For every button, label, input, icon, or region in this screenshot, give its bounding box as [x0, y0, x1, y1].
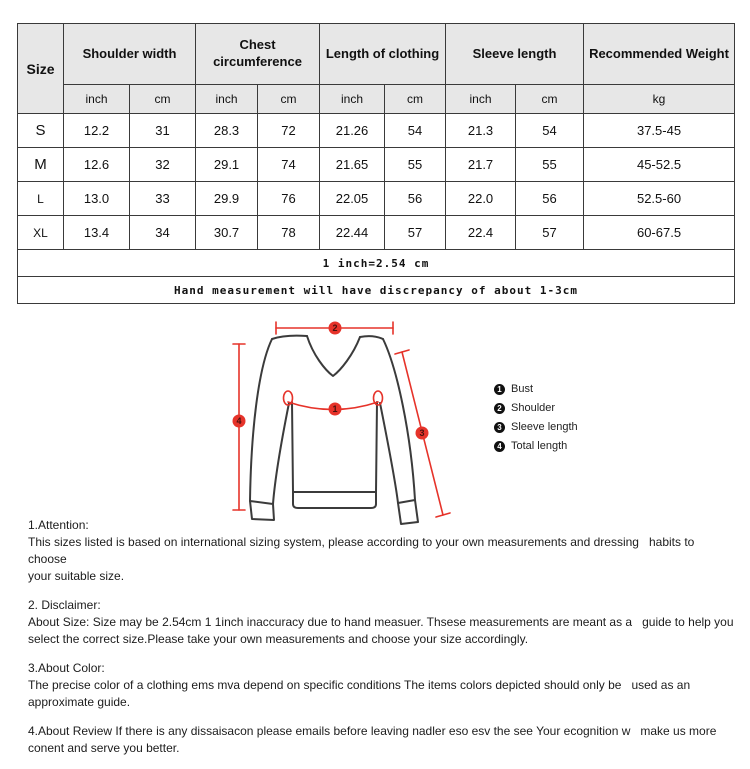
- conversion-note-row: [18, 250, 735, 277]
- size-row-xl: [18, 216, 735, 250]
- value-cell: 29.1: [196, 148, 258, 182]
- header-size: Size: [18, 24, 64, 114]
- unit-header: inch: [446, 85, 516, 114]
- value-cell: 28.3: [196, 114, 258, 148]
- header-length-of-clothing: Length of clothing: [320, 24, 446, 85]
- value-cell: 74: [258, 148, 320, 182]
- measurement-note-row: [18, 277, 735, 304]
- value-cell: 29.9: [196, 182, 258, 216]
- value-cell: 31: [130, 114, 196, 148]
- value-cell: 54: [385, 114, 446, 148]
- value-cell: 54: [516, 114, 584, 148]
- value-cell: 55: [516, 148, 584, 182]
- unit-header: cm: [516, 85, 584, 114]
- header-recommended-weight: Recommended Weight: [584, 24, 735, 85]
- sweater-measurement-diagram: [225, 313, 485, 533]
- header-shoulder-width: Shoulder width: [64, 24, 196, 85]
- size-label: M: [18, 148, 64, 182]
- size-label: L: [18, 182, 64, 216]
- value-cell: 13.4: [64, 216, 130, 250]
- value-cell: 56: [385, 182, 446, 216]
- value-cell: 21.26: [320, 114, 385, 148]
- size-row-l: [18, 182, 735, 216]
- value-cell: 72: [258, 114, 320, 148]
- value-cell: 60-67.5: [584, 216, 735, 250]
- value-cell: 78: [258, 216, 320, 250]
- note-line: 4.About Review If there is any dissaisacon please emails before leaving nadler eso esv the see Your ecognition w make us more: [28, 724, 717, 738]
- value-cell: 21.7: [446, 148, 516, 182]
- value-cell: 13.0: [64, 182, 130, 216]
- legend-label: Bust: [511, 383, 534, 395]
- legend-item-total-length: [494, 437, 578, 455]
- note-line: approximate guide.: [28, 695, 131, 709]
- unit-header: cm: [385, 85, 446, 114]
- header-chest-circumference: Chest circumference: [196, 24, 320, 85]
- unit-header: inch: [320, 85, 385, 114]
- unit-header: cm: [258, 85, 320, 114]
- value-cell: 52.5-60: [584, 182, 735, 216]
- value-cell: 21.3: [446, 114, 516, 148]
- svg-text:1: 1: [332, 404, 338, 415]
- note-line: your suitable size.: [28, 569, 125, 583]
- sweater-outline: [250, 336, 418, 524]
- note-title: 1.Attention:: [28, 518, 89, 532]
- legend-number-badge-icon: 1: [494, 384, 505, 395]
- note-line: conent and serve you better.: [28, 741, 180, 755]
- legend-item-shoulder: [494, 399, 578, 417]
- unit-header: inch: [64, 85, 130, 114]
- note-about-review: [28, 723, 734, 757]
- legend-item-bust: [494, 380, 578, 398]
- legend-label: Shoulder: [511, 402, 556, 414]
- measure-markers: [233, 322, 429, 440]
- conversion-note: 1 inch=2.54 cm: [18, 250, 735, 277]
- table-header-row-groups: [18, 24, 735, 85]
- value-cell: 45-52.5: [584, 148, 735, 182]
- note-line: select the correct size.Please take your own measurements and choose your size accordingly.: [28, 632, 529, 646]
- svg-text:2: 2: [332, 323, 338, 334]
- legend-number-badge-icon: 3: [494, 422, 505, 433]
- unit-header-kg: kg: [584, 85, 735, 114]
- note-title: 2. Disclaimer:: [28, 598, 101, 612]
- legend-number-badge-icon: 2: [494, 403, 505, 414]
- value-cell: 12.2: [64, 114, 130, 148]
- legend-item-sleeve-length: [494, 418, 578, 436]
- size-row-m: [18, 148, 735, 182]
- note-line: About Size: Size may be 2.54cm 1 1inch inaccuracy due to hand measuer. Thsese measurements are meant as a guide to help you: [28, 615, 734, 629]
- value-cell: 22.05: [320, 182, 385, 216]
- unit-header: inch: [196, 85, 258, 114]
- note-line: The precise color of a clothing ems mva depend on specific conditions The items colors depicted should only be used as an: [28, 678, 691, 692]
- table-header-row-units: [18, 85, 735, 114]
- size-row-s: [18, 114, 735, 148]
- svg-text:3: 3: [419, 428, 425, 439]
- value-cell: 57: [516, 216, 584, 250]
- value-cell: 21.65: [320, 148, 385, 182]
- svg-text:4: 4: [236, 416, 242, 427]
- value-cell: 76: [258, 182, 320, 216]
- legend-number-badge-icon: 4: [494, 441, 505, 452]
- legend-label: Total length: [511, 440, 568, 452]
- size-chart-table: [17, 23, 735, 304]
- value-cell: 12.6: [64, 148, 130, 182]
- value-cell: 34: [130, 216, 196, 250]
- legend-label: Sleeve length: [511, 421, 578, 433]
- note-about-color: [28, 660, 734, 711]
- note-disclaimer: [28, 597, 734, 648]
- size-label: S: [18, 114, 64, 148]
- value-cell: 22.0: [446, 182, 516, 216]
- measurement-note: Hand measurement will have discrepancy of about 1-3cm: [18, 277, 735, 304]
- value-cell: 30.7: [196, 216, 258, 250]
- size-label: XL: [18, 216, 64, 250]
- value-cell: 37.5-45: [584, 114, 735, 148]
- header-sleeve-length: Sleeve length: [446, 24, 584, 85]
- value-cell: 56: [516, 182, 584, 216]
- notes-section: [28, 517, 734, 769]
- unit-header: cm: [130, 85, 196, 114]
- value-cell: 32: [130, 148, 196, 182]
- value-cell: 22.44: [320, 216, 385, 250]
- measure-lines: [233, 322, 450, 517]
- diagram-legend: [494, 380, 578, 456]
- value-cell: 33: [130, 182, 196, 216]
- note-title: 3.About Color:: [28, 661, 105, 675]
- value-cell: 55: [385, 148, 446, 182]
- note-attention: [28, 517, 734, 585]
- value-cell: 22.4: [446, 216, 516, 250]
- value-cell: 57: [385, 216, 446, 250]
- note-line: This sizes listed is based on international sizing system, please according to your own measurements and dressing habits to choose: [28, 535, 698, 566]
